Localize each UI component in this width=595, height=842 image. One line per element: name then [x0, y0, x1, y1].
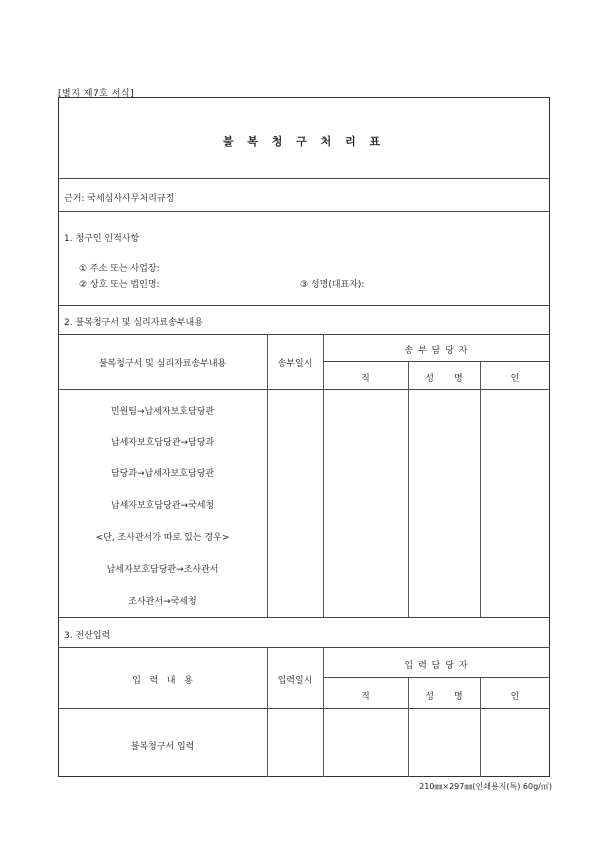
subheader-position: 직: [361, 374, 370, 384]
column-header-input-date: 입력일시: [277, 676, 313, 686]
list-item: 납세자보호담당관→국세청: [110, 501, 215, 511]
representative-name-field-label: ③ 성명(대표자):: [300, 280, 365, 290]
list-item: 조사관서→국세청: [128, 597, 197, 607]
divider: [58, 647, 550, 648]
divider: [58, 178, 550, 179]
subheader-seal: 인: [510, 692, 520, 702]
subheader-name: 성 명: [425, 374, 463, 384]
divider: [58, 211, 550, 212]
divider: [58, 389, 550, 390]
column-header-input-content: 입 력 내 용: [132, 676, 193, 686]
section2-heading: 2. 불복청구서 및 심리자료송부내용: [64, 318, 203, 328]
divider: [58, 708, 550, 709]
divider: [323, 361, 550, 362]
subheader-position: 직: [361, 692, 370, 702]
list-item: 납세자보호담당관→담당과: [110, 438, 215, 448]
divider: [267, 334, 268, 617]
divider: [58, 617, 550, 618]
address-field-label: ① 주소 또는 사업장:: [79, 264, 160, 274]
list-item: 불복청구서 입력: [130, 742, 195, 752]
business-name-field-label: ② 상호 또는 법인명:: [79, 280, 160, 290]
divider: [267, 647, 268, 777]
divider: [58, 334, 550, 335]
column-header-date: 송부일시: [277, 359, 313, 369]
divider: [323, 677, 550, 678]
column-header-content: 불복청구서 및 심리자료송부내용: [98, 359, 227, 369]
basis-text: 근거: 국세심사사무처리규정: [64, 194, 175, 204]
column-header-person: 송 부 담 당 자: [404, 346, 469, 356]
list-item: 납세자보호담당관→조사관서: [106, 565, 219, 575]
list-item: <단, 조사관서가 따로 있는 경우>: [95, 533, 230, 543]
section3-heading: 3. 전산입력: [64, 631, 111, 641]
divider: [58, 305, 550, 306]
page-title: 불 복 청 구 처 리 표: [222, 135, 386, 148]
divider: [480, 361, 481, 617]
subheader-seal: 인: [510, 374, 520, 384]
list-item: 담당과→납세자보호담당관: [110, 469, 215, 479]
form-label: [별지 제7호 서식]: [58, 89, 135, 99]
column-header-input-person: 입 력 담 당 자: [404, 661, 469, 671]
section1-heading: 1. 청구인 인적사항: [64, 234, 140, 244]
divider: [408, 361, 409, 617]
list-item: 민원팀→납세자보호담당관: [110, 407, 215, 417]
paper-spec-footer: 210㎜×297㎜(인쇄용지(특) 60g/㎡): [419, 782, 552, 791]
subheader-name: 성 명: [425, 692, 463, 702]
